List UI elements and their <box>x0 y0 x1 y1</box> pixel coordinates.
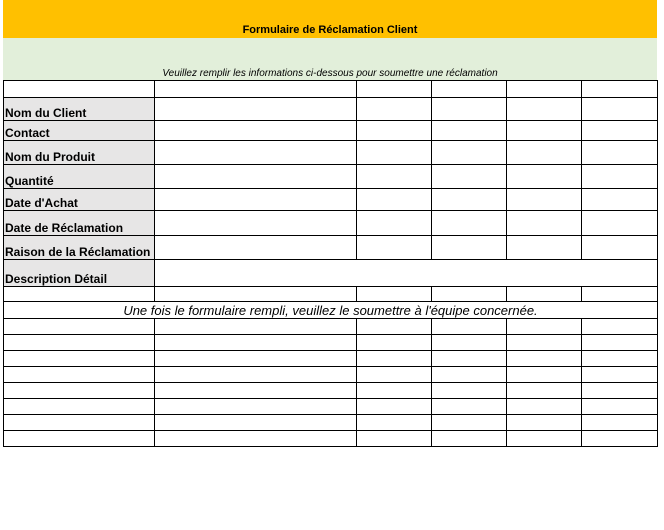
field-row-claim-reason <box>4 236 658 260</box>
field-label-purchase-date: Date d'Achat <box>4 189 155 211</box>
field-label-quantity: Quantité <box>4 165 155 189</box>
blank-row <box>4 399 658 415</box>
blank-row <box>4 431 658 447</box>
field-row-quantity <box>4 165 658 189</box>
field-label-product-name: Nom du Produit <box>4 141 155 165</box>
contact-input[interactable] <box>155 121 357 141</box>
claim-reason-input[interactable] <box>155 236 357 260</box>
form-title: Formulaire de Réclamation Client <box>242 24 418 36</box>
blank-row <box>4 351 658 367</box>
field-row-product-name <box>4 141 658 165</box>
blank-row <box>4 319 658 335</box>
instructions-band <box>3 38 657 80</box>
complaint-form-grid <box>3 80 658 447</box>
field-row-claim-date <box>4 211 658 236</box>
spacer-row <box>4 81 658 98</box>
blank-row <box>4 367 658 383</box>
form-title-bar <box>3 0 657 38</box>
form-instructions: Veuillez remplir les informations ci-dessous pour soumettre une réclamation <box>162 68 498 79</box>
field-row-description <box>4 260 658 287</box>
field-row-client-name <box>4 98 658 121</box>
product-name-input[interactable] <box>155 141 357 165</box>
submission-note: Une fois le formulaire rempli, veuillez le soumettre à l'équipe concernée. <box>4 302 658 319</box>
description-input[interactable] <box>155 260 658 287</box>
blank-row <box>4 383 658 399</box>
field-row-purchase-date <box>4 189 658 211</box>
submission-note-row <box>4 302 658 319</box>
client-name-input[interactable] <box>155 98 357 121</box>
claim-date-input[interactable] <box>155 211 357 236</box>
blank-row <box>4 415 658 431</box>
field-label-claim-reason: Raison de la Réclamation <box>4 236 155 260</box>
field-label-description: Description Détail <box>4 260 155 287</box>
field-label-contact: Contact <box>4 121 155 141</box>
spacer-row <box>4 287 658 302</box>
field-label-claim-date: Date de Réclamation <box>4 211 155 236</box>
purchase-date-input[interactable] <box>155 189 357 211</box>
blank-row <box>4 335 658 351</box>
quantity-input[interactable] <box>155 165 357 189</box>
field-row-contact <box>4 121 658 141</box>
field-label-client-name: Nom du Client <box>4 98 155 121</box>
